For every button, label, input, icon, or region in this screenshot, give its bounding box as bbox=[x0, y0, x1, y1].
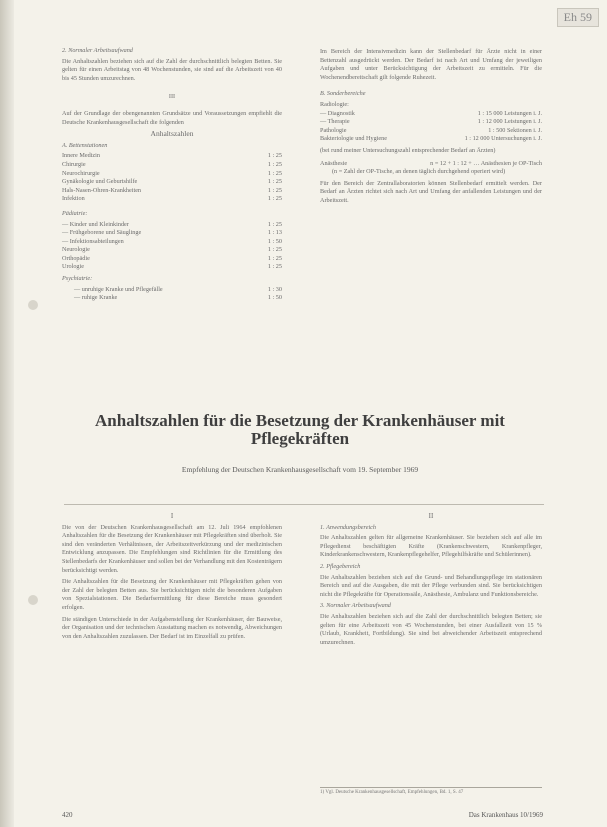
row-value: 1 : 15 000 Leistungen i. J. bbox=[477, 109, 542, 117]
table-row bbox=[320, 127, 542, 136]
row-value: 1 : 25 bbox=[267, 169, 282, 177]
anesthesia-value: n = 12 + 1 : 12 + … Anästhesien je OP-Tisch bbox=[430, 159, 542, 167]
footnote: 1) Vgl. Deutsche Krankenhausgesellschaft, Empfehlungen, Bd. 1, S. 47 bbox=[320, 790, 464, 795]
row-value: 1 : 25 bbox=[267, 195, 282, 203]
punch-hole bbox=[28, 595, 38, 605]
row-label: — Therapie bbox=[320, 118, 350, 126]
row-label: Urologie bbox=[62, 263, 84, 271]
section-group bbox=[320, 524, 542, 648]
roman-numeral: III bbox=[168, 93, 176, 101]
paragraph: Die von der Deutschen Krankenhausgesellschaft am 12. Juli 1964 empfohlenen Anhaltszahlen für die Besetzung der Krankenhäuser mit Pflegekräften sind überholt. Sie sind den veränderten Verhältnissen, der Arbeitszeitverkürzung und der medizinischen Entwicklung anzupassen. Die Empfehlungen sind Richtlinien für die Ermittlung des Stellenbedarfs der Krankenhäuser und sollen bei der Verhandlung mit den Kostenträgern berücksichtigt werden. bbox=[62, 523, 282, 574]
row-label: — ruhige Kranke bbox=[74, 294, 118, 302]
paragraph: Für den Bereich der Zentrallaboratorien können Stellenbedarf ermittelt werden. Der Bedarf an Ärzten richtet sich nach Art und Umfang der anfallenden Leistungen und der Arbeitszeit. bbox=[320, 179, 542, 204]
section-heading: 2. Pflegebereich bbox=[320, 562, 361, 570]
section-heading: Pädiatrie: bbox=[62, 209, 88, 217]
anesthesia-note: (n = Zahl der OP-Tische, an denen täglich durchgehend operiert wird) bbox=[332, 168, 506, 176]
table-row bbox=[74, 294, 282, 303]
journal-reference: Das Krankenhaus 10/1969 bbox=[468, 811, 543, 819]
punch-hole bbox=[28, 300, 38, 310]
row-value: 1 : 12 000 Untersuchungen i. J. bbox=[464, 135, 542, 143]
section-heading: 3. Normaler Arbeitsaufwand bbox=[320, 602, 391, 610]
section-heading: B. Sonderbereiche bbox=[320, 90, 366, 98]
row-value: 1 : 30 bbox=[267, 285, 282, 293]
staff-table-b bbox=[62, 221, 282, 273]
paragraph: Die ständigen Unterschiede in der Aufgabenstellung der Krankenhäuser, der Bauweise, der Organisation und der technischen Ausstattung machen es notwendig, Abweichungen von den Anhaltszahlen zuzulassen. Der Bedarf ist im Einzelfall zu prüfen. bbox=[62, 615, 282, 640]
row-value: 1 : 25 bbox=[267, 152, 282, 160]
divider bbox=[64, 504, 544, 505]
staff-table-special bbox=[320, 110, 542, 144]
table-row bbox=[62, 152, 282, 161]
row-value: 1 : 25 bbox=[267, 263, 282, 271]
row-label: Chirurgie bbox=[62, 160, 86, 168]
bottom-right-column bbox=[320, 512, 542, 650]
row-label: — unruhige Kranke und Pflegefälle bbox=[74, 285, 163, 293]
anesthesia-row bbox=[320, 160, 542, 169]
row-value: 1 : 25 bbox=[267, 186, 282, 194]
row-value: 1 : 25 bbox=[267, 220, 282, 228]
corner-tag: Eh 59 bbox=[557, 8, 599, 27]
table-row bbox=[320, 135, 542, 144]
row-value: 1 : 25 bbox=[267, 246, 282, 254]
row-label: Infektion bbox=[62, 195, 85, 203]
radiology-label: Radiologie: bbox=[320, 100, 349, 108]
staff-table-c bbox=[62, 286, 282, 303]
table-row bbox=[62, 187, 282, 196]
anesthesia-label: Anästhesie bbox=[320, 159, 348, 167]
top-left-column bbox=[62, 44, 282, 303]
row-label: Gynäkologie und Geburtshilfe bbox=[62, 178, 138, 186]
table-row bbox=[62, 263, 282, 272]
roman-numeral: II bbox=[428, 512, 434, 520]
staff-table-a bbox=[62, 152, 282, 204]
row-label: — Frühgeborene und Säuglinge bbox=[62, 229, 142, 237]
row-value: 1 : 50 bbox=[267, 294, 282, 302]
table-row bbox=[320, 118, 542, 127]
row-label: Pathologie bbox=[320, 126, 347, 134]
paragraph: Die Anhaltszahlen beziehen sich auf die Grund- und Behandlungspflege im stationären Bereich und auf die Ausgaben, die mit der Pflege verbunden sind. Sie berücksichtigen nicht die Pflegekräfte für Operationssäle, Anästhesie, Ambulanz und Funktionsbereiche. bbox=[320, 573, 542, 598]
paragraph: Die Anhaltszahlen für die Besetzung der Krankenhäuser mit Pflegekräften gehen von der Zahl der belegten Betten aus. Sie berücksichtigen nicht die besonderen Aufgaben von Spezialstationen. Die Bedarfsermittlung für diese Bereiche muss gesondert erfolgen. bbox=[62, 578, 282, 611]
row-label: Bakteriologie und Hygiene bbox=[320, 135, 388, 143]
paragraph: Die Anhaltszahlen beziehen sich auf die Zahl der durchschnittlich belegten Betten; sie gelten für eine Arbeitszeit von 45 Wochenstunden, bei einer Ausfallzeit von 15 % (Urlaub, Krankheit, Fortbildung). Sie sind bei abweichender Arbeitszeit entsprechend umzurechnen. bbox=[320, 612, 542, 646]
row-label: Innere Medizin bbox=[62, 152, 100, 160]
table-row bbox=[62, 221, 282, 230]
row-value: 1 : 25 bbox=[267, 178, 282, 186]
row-value: 1 : 500 Sektionen i. J. bbox=[488, 126, 542, 134]
subtitle: Empfehlung der Deutschen Krankenhausgesellschaft vom 19. September 1969 bbox=[181, 465, 419, 474]
section-heading: 1. Anwendungsbereich bbox=[320, 523, 377, 531]
page-edge bbox=[0, 0, 14, 827]
roman-numeral: I bbox=[170, 512, 174, 520]
row-value: 1 : 50 bbox=[267, 237, 282, 245]
paragraph: (bei rund meiner Untersuchungszahl entsprechender Bedarf an Ärzten) bbox=[320, 146, 496, 154]
table-row bbox=[320, 110, 542, 119]
table-row bbox=[62, 178, 282, 187]
top-right-column bbox=[320, 44, 542, 209]
table-row bbox=[74, 286, 282, 295]
row-value: 1 : 12 000 Leistungen i. J. bbox=[477, 118, 542, 126]
table-row bbox=[62, 170, 282, 179]
table-row bbox=[62, 246, 282, 255]
row-label: Hals-Nasen-Ohren-Krankheiten bbox=[62, 186, 142, 194]
paragraph: Auf der Grundlage der obengenannten Grundsätze und Voraussetzungen empfiehlt die Deutsche Krankenhausgesellschaft die folgenden bbox=[62, 109, 282, 126]
section-heading: 2. Normaler Arbeitsaufwand bbox=[62, 47, 133, 54]
row-value: 1 : 25 bbox=[267, 160, 282, 168]
section-heading: A. Bettenstationen bbox=[62, 141, 108, 149]
table-row bbox=[62, 195, 282, 204]
row-label: Orthopädie bbox=[62, 254, 90, 262]
row-value: 1 : 13 bbox=[267, 229, 282, 237]
footnote-rule bbox=[320, 787, 542, 788]
paragraph: Die Anhaltszahlen gelten für allgemeine Krankenhäuser. Sie beziehen sich auf alle im Pflegedienst beschäftigten Kräfte (Krankenschwestern, Krankenpfleger, Kinderkrankenschwestern, Krankenpflegehelfer, Pflegehilfskräfte und Schülerinnen). bbox=[320, 534, 542, 559]
row-value: 1 : 25 bbox=[267, 254, 282, 262]
table-row bbox=[62, 229, 282, 238]
table-row bbox=[62, 238, 282, 247]
page-number: 420 bbox=[62, 811, 73, 819]
paragraph: Die Anhaltszahlen beziehen sich auf die Zahl der durchschnittlich belegten Betten. Sie gelten für einen Arbeitstag von 48 Wochenstunden, sie sind auf die Arbeitszeit von 40 bis 45 Stunden umzurechnen. bbox=[62, 57, 282, 82]
paragraph: Im Bereich der Intensivmedizin kann der Stellenbedarf für Ärzte nicht in einer Bettenzahl ausgedrückt werden. Der Bedarf ist nach Art und Umfang der jeweiligen Aufgaben und unter Berücksichtigung der Arbeitszeit zu ermitteln. Für die Wochenendbereitschaft gilt folgende Ruhezeit. bbox=[320, 48, 542, 81]
section-heading: Psychiatrie: bbox=[62, 275, 93, 283]
row-label: — Infektionsabteilungen bbox=[62, 237, 124, 245]
bottom-left-column bbox=[62, 512, 282, 644]
table-title: Anhaltszahlen bbox=[150, 129, 194, 139]
table-row bbox=[62, 161, 282, 170]
paragraph-group bbox=[62, 524, 282, 642]
main-title: Anhaltszahlen für die Besetzung der Krankenhäuser mit Pflegekräften bbox=[95, 411, 505, 448]
row-label: Neurochirurgie bbox=[62, 169, 100, 177]
row-label: Neurologie bbox=[62, 246, 90, 254]
table-row bbox=[62, 255, 282, 264]
row-label: — Diagnostik bbox=[320, 109, 355, 117]
row-label: — Kinder und Kleinkinder bbox=[62, 220, 129, 228]
